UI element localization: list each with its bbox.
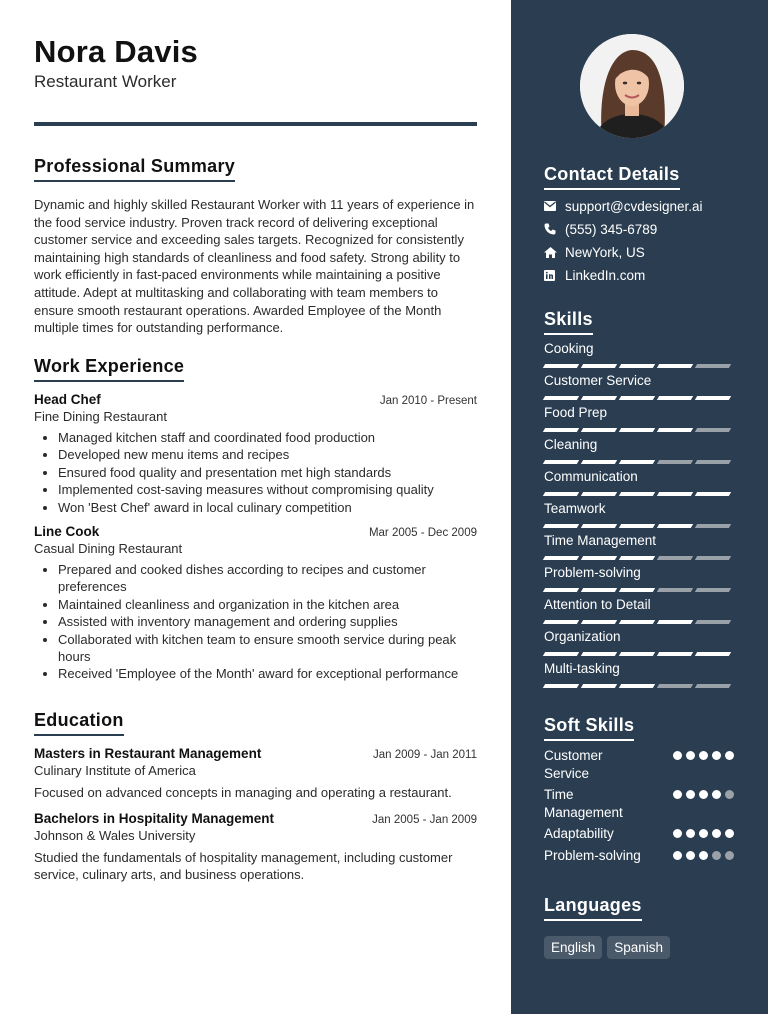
soft-skills-heading: Soft Skills	[544, 715, 634, 741]
education-section	[34, 710, 477, 884]
candidate-title: Restaurant Worker	[34, 72, 177, 91]
job-bullet: • Managed kitchen staff and coordinated food production	[58, 429, 477, 446]
job-header	[34, 524, 477, 539]
skill-item	[544, 405, 734, 432]
skills-list	[544, 341, 734, 688]
job-list	[34, 392, 477, 683]
skill-name: Communication	[544, 469, 638, 484]
job-bullets	[34, 429, 477, 516]
skill-segment-filled	[695, 396, 731, 400]
rating-dot-filled	[673, 751, 682, 760]
skill-item	[544, 437, 734, 464]
contact-item[interactable]	[544, 221, 734, 237]
rating-dot-filled	[699, 790, 708, 799]
soft-skill-name: Customer Service	[544, 748, 603, 781]
skill-segment-filled	[657, 396, 693, 400]
skill-level-bar	[544, 684, 734, 688]
soft-skill-rating	[673, 786, 734, 799]
rating-dot-filled	[686, 829, 695, 838]
summary-text: Dynamic and highly skilled Restaurant Worker with 11 years of experience in the food service industry. Proven track record of delivering exceptional customer service and exceeding sales targets. Recognized for consistently maintaining high standards of cleanliness and food safety. Strong ability to work efficiently in fast-paced environments while maintaining a positive attitude. Adept at multitasking and collaborating with team members to ensure smooth restaurant operations. Awarded Employee of the Month multiple times for outstanding performance.	[34, 197, 475, 336]
skill-segment-filled	[695, 652, 731, 656]
education-entry	[34, 746, 477, 802]
skill-segment-filled	[619, 396, 655, 400]
skill-item	[544, 629, 734, 656]
skill-segment-empty	[695, 524, 731, 528]
job-title: Head Chef	[34, 392, 101, 407]
rating-dot-empty	[725, 851, 734, 860]
skill-item	[544, 565, 734, 592]
contact-section	[544, 164, 734, 283]
job-bullet: • Prepared and cooked dishes according to recipes and customer preferences	[58, 561, 477, 596]
language-tag: Spanish	[607, 936, 670, 959]
skill-segment-filled	[657, 428, 693, 432]
skill-segment-filled	[657, 364, 693, 368]
soft-skill-name: Problem-solving	[544, 847, 641, 863]
skill-segment-filled	[619, 492, 655, 496]
soft-skill-item	[544, 747, 734, 782]
skill-segment-filled	[619, 620, 655, 624]
skill-name: Cooking	[544, 341, 594, 356]
rating-dot-filled	[686, 751, 695, 760]
rating-dot-filled	[725, 751, 734, 760]
contact-item[interactable]	[544, 244, 734, 260]
envelope-icon	[544, 201, 565, 211]
skill-segment-filled	[543, 556, 579, 560]
soft-skills-list	[544, 747, 734, 864]
job-bullet: • Collaborated with kitchen team to ensure smooth service during peak hours	[58, 631, 477, 666]
skill-segment-empty	[657, 556, 693, 560]
rating-dot-empty	[725, 790, 734, 799]
job-company: Casual Dining Restaurant	[34, 541, 183, 557]
education-date: Jan 2009 - Jan 2011	[372, 749, 477, 761]
education-header	[34, 811, 477, 826]
job-bullet: • Assisted with inventory management and ordering supplies	[58, 613, 477, 630]
skill-segment-filled	[619, 428, 655, 432]
skill-segment-filled	[581, 396, 617, 400]
soft-skill-name: Time Management	[544, 787, 623, 820]
job-bullets	[34, 561, 477, 683]
job-bullet: • Ensured food quality and presentation met high standards	[58, 464, 477, 481]
education-description: Studied the fundamentals of hospitality management, including customer service, culinary arts, and business operations.	[34, 849, 453, 883]
language-list	[544, 936, 734, 959]
education-list	[34, 746, 477, 884]
skill-segment-filled	[619, 460, 655, 464]
rating-dot-filled	[712, 829, 721, 838]
skill-segment-empty	[695, 460, 731, 464]
job-entry	[34, 524, 477, 683]
skill-item	[544, 661, 734, 688]
skill-level-bar	[544, 524, 734, 528]
skill-level-bar	[544, 588, 734, 592]
rating-dot-filled	[686, 790, 695, 799]
skill-segment-filled	[543, 428, 579, 432]
education-date: Jan 2005 - Jan 2009	[372, 813, 477, 826]
skill-name: Customer Service	[544, 373, 652, 388]
skill-level-bar	[544, 556, 734, 560]
contact-text: (555) 345-6789	[565, 221, 658, 237]
skill-level-bar	[544, 396, 734, 400]
skill-segment-filled	[657, 524, 693, 528]
skill-segment-filled	[543, 620, 579, 624]
skill-level-bar	[544, 428, 734, 432]
rating-dot-filled	[686, 851, 695, 860]
skill-name: Multi-tasking	[544, 661, 620, 676]
skill-segment-empty	[695, 428, 731, 432]
job-date: Mar 2005 - Dec 2009	[368, 527, 477, 540]
soft-skill-rating	[673, 847, 734, 860]
skill-name: Cleaning	[544, 437, 598, 452]
soft-skill-name: Adaptability	[544, 826, 614, 841]
contact-text: support@cvdesigner.ai	[565, 198, 703, 214]
skill-name: Attention to Detail	[544, 597, 651, 612]
soft-skill-item	[544, 825, 734, 843]
skill-segment-empty	[695, 556, 731, 560]
soft-skills-section	[544, 715, 734, 864]
rating-dot-filled	[699, 851, 708, 860]
skill-segment-filled	[543, 588, 579, 592]
job-bullet: • Developed new menu items and recipes	[58, 446, 477, 463]
job-bullet: • Won 'Best Chef' award in local culinary competition	[58, 499, 477, 516]
skill-item	[544, 341, 734, 368]
skill-segment-filled	[581, 460, 617, 464]
skill-level-bar	[544, 492, 734, 496]
linkedin-icon	[544, 270, 565, 281]
rating-dot-filled	[725, 829, 734, 838]
summary-heading: Professional Summary	[34, 156, 235, 182]
rating-dot-filled	[712, 751, 721, 760]
skill-segment-filled	[657, 620, 693, 624]
skill-level-bar	[544, 364, 734, 368]
job-entry	[34, 392, 477, 516]
school: Johnson & Wales University	[34, 827, 196, 843]
skill-segment-filled	[657, 492, 693, 496]
degree: Bachelors in Hospitality Management	[34, 810, 275, 826]
skill-segment-empty	[695, 588, 731, 592]
skill-segment-filled	[543, 364, 579, 368]
skill-name: Food Prep	[544, 405, 608, 420]
skill-segment-filled	[543, 460, 579, 464]
header-divider	[34, 122, 477, 126]
skill-name: Organization	[544, 629, 621, 644]
languages-heading: Languages	[544, 895, 642, 921]
skill-segment-filled	[581, 524, 617, 528]
skill-segment-filled	[543, 684, 579, 688]
avatar	[580, 34, 684, 138]
languages-section	[544, 895, 734, 959]
education-description: Focused on advanced concepts in managing and operating a restaurant.	[34, 785, 452, 800]
degree: Masters in Restaurant Management	[34, 746, 262, 761]
skill-segment-filled	[581, 492, 617, 496]
summary-section	[34, 156, 477, 337]
portrait-image	[580, 34, 684, 138]
skill-segment-filled	[619, 364, 655, 368]
contact-item[interactable]	[544, 267, 734, 283]
skill-segment-filled	[581, 684, 617, 688]
rating-dot-filled	[712, 790, 721, 799]
skill-segment-filled	[619, 524, 655, 528]
education-entry	[34, 811, 477, 884]
skill-segment-filled	[619, 588, 655, 592]
skill-item	[544, 373, 734, 400]
soft-skill-item	[544, 847, 734, 865]
skill-name: Teamwork	[544, 501, 606, 516]
skill-segment-filled	[543, 492, 579, 496]
candidate-name: Nora Davis	[34, 34, 198, 69]
skill-segment-filled	[657, 652, 693, 656]
job-date: Jan 2010 - Present	[379, 395, 477, 407]
job-title: Line Cook	[34, 524, 100, 540]
sidebar	[511, 0, 768, 1014]
skill-segment-empty	[695, 620, 731, 624]
skill-segment-filled	[581, 620, 617, 624]
rating-dot-filled	[673, 829, 682, 838]
soft-skill-item	[544, 786, 734, 821]
home-icon	[544, 247, 565, 258]
rating-dot-filled	[673, 790, 682, 799]
skill-segment-filled	[619, 556, 655, 560]
skill-segment-filled	[581, 556, 617, 560]
skill-segment-filled	[581, 652, 617, 656]
skill-segment-filled	[581, 588, 617, 592]
language-tag: English	[544, 936, 602, 959]
skill-segment-empty	[695, 684, 731, 688]
skill-level-bar	[544, 460, 734, 464]
job-company: Fine Dining Restaurant	[34, 409, 167, 424]
phone-icon	[544, 223, 565, 235]
skills-section	[544, 309, 734, 688]
skill-segment-filled	[619, 652, 655, 656]
skill-item	[544, 533, 734, 560]
education-heading: Education	[34, 710, 124, 736]
skill-level-bar	[544, 652, 734, 656]
skill-segment-filled	[543, 524, 579, 528]
skills-heading: Skills	[544, 309, 593, 335]
rating-dot-empty	[712, 851, 721, 860]
skill-name: Problem-solving	[544, 565, 641, 580]
contact-heading: Contact Details	[544, 164, 680, 190]
soft-skill-rating	[673, 825, 734, 838]
soft-skill-rating	[673, 747, 734, 760]
contact-text: LinkedIn.com	[565, 267, 646, 283]
education-header	[34, 746, 477, 761]
rating-dot-filled	[699, 751, 708, 760]
skill-segment-filled	[581, 428, 617, 432]
job-bullet: • Maintained cleanliness and organization in the kitchen area	[58, 596, 477, 613]
job-bullet: • Received 'Employee of the Month' award for exceptional performance	[58, 665, 477, 682]
rating-dot-filled	[699, 829, 708, 838]
skill-item	[544, 597, 734, 624]
skill-segment-empty	[657, 460, 693, 464]
contact-list	[544, 198, 734, 283]
skill-segment-filled	[543, 652, 579, 656]
contact-item[interactable]	[544, 198, 734, 214]
experience-heading: Work Experience	[34, 356, 184, 382]
skill-level-bar	[544, 620, 734, 624]
skill-item	[544, 501, 734, 528]
skill-segment-filled	[543, 396, 579, 400]
skill-segment-filled	[581, 364, 617, 368]
skill-segment-empty	[657, 588, 693, 592]
skill-name: Time Management	[544, 533, 657, 548]
school: Culinary Institute of America	[34, 763, 196, 778]
skill-segment-empty	[695, 364, 731, 368]
skill-item	[544, 469, 734, 496]
contact-text: NewYork, US	[565, 244, 645, 260]
rating-dot-filled	[673, 851, 682, 860]
job-bullet: • Implemented cost-saving measures without compromising quality	[58, 481, 477, 498]
job-header	[34, 392, 477, 407]
skill-segment-filled	[695, 492, 731, 496]
skill-segment-filled	[619, 684, 655, 688]
skill-segment-empty	[657, 684, 693, 688]
experience-section	[34, 356, 477, 683]
